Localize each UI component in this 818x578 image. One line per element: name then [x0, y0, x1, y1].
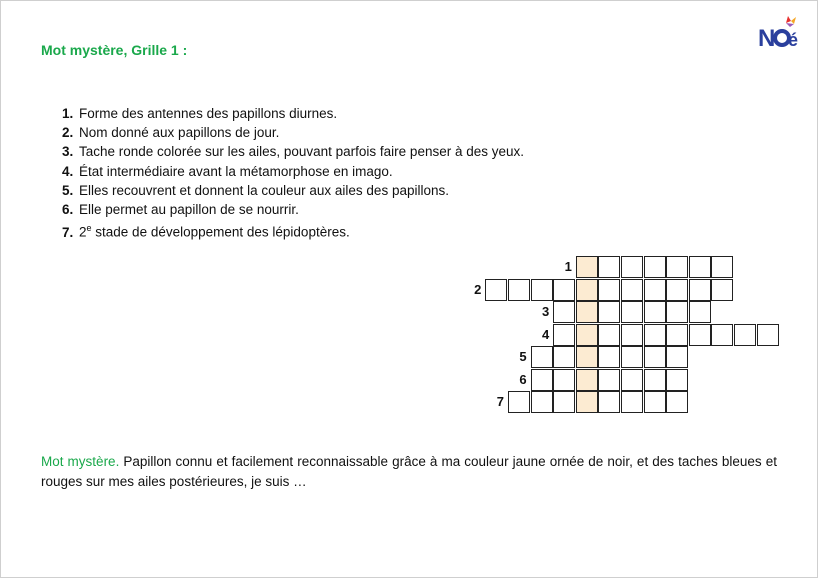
- crossword-cell[interactable]: [644, 279, 666, 301]
- crossword-cell[interactable]: [598, 369, 620, 391]
- crossword-cell[interactable]: [644, 301, 666, 323]
- row-number: 1: [564, 259, 572, 274]
- mystery-cell[interactable]: [576, 391, 598, 413]
- crossword-cell[interactable]: [508, 279, 530, 301]
- svg-text:é: é: [788, 30, 799, 50]
- crossword-cell[interactable]: [621, 346, 643, 368]
- crossword-cell[interactable]: [553, 369, 575, 391]
- page-title: Mot mystère, Grille 1 :: [41, 42, 188, 58]
- row-number: 4: [541, 326, 550, 342]
- mystery-cell[interactable]: [576, 279, 598, 301]
- crossword-cell[interactable]: [666, 301, 688, 323]
- crossword-cell[interactable]: [485, 279, 507, 301]
- crossword-cell[interactable]: [621, 256, 643, 278]
- clue-item: 7. 2e stade de développement des lépidoptères.: [62, 223, 350, 240]
- crossword-cell[interactable]: [621, 324, 643, 346]
- mystery-text: Papillon connu et facilement reconnaissable grâce à ma couleur jaune ornée de noir, et des taches bleues et rouges sur mes ailes postérieures, je suis …: [41, 454, 778, 489]
- mystery-cell[interactable]: [576, 256, 598, 278]
- crossword-cell[interactable]: [689, 324, 711, 346]
- crossword-cell[interactable]: [644, 324, 666, 346]
- crossword-cell[interactable]: [531, 279, 553, 301]
- clue-item: 3. Tache ronde colorée sur les ailes, pouvant parfois faire penser à des yeux.: [62, 144, 525, 160]
- crossword-cell[interactable]: [598, 391, 620, 413]
- clue-list: [62, 104, 524, 242]
- crossword-cell[interactable]: [689, 301, 711, 323]
- crossword-cell[interactable]: [689, 256, 711, 278]
- mystery-question: [41, 452, 777, 492]
- crossword-cell[interactable]: [598, 301, 620, 323]
- crossword-cell[interactable]: [711, 279, 733, 301]
- crossword-cell[interactable]: [666, 391, 688, 413]
- crossword-cell[interactable]: [621, 301, 643, 323]
- crossword-cell[interactable]: [621, 391, 643, 413]
- crossword-cell[interactable]: [644, 391, 666, 413]
- crossword-cell[interactable]: [644, 369, 666, 391]
- row-number: 6: [519, 371, 527, 387]
- noe-logo: [756, 14, 804, 50]
- mystery-label: Mot mystère.: [41, 454, 120, 469]
- crossword-cell[interactable]: [711, 324, 733, 346]
- crossword-cell[interactable]: [689, 279, 711, 301]
- crossword-cell[interactable]: [598, 346, 620, 368]
- crossword-cell[interactable]: [621, 279, 643, 301]
- mystery-cell[interactable]: [576, 346, 598, 368]
- crossword-cell[interactable]: [553, 301, 575, 323]
- row-number: 2: [474, 281, 482, 297]
- clue-item: 2. Nom donné aux papillons de jour.: [62, 125, 280, 141]
- row-number: 7: [496, 394, 504, 409]
- mystery-cell[interactable]: [576, 324, 598, 346]
- clue-item: 6. Elle permet au papillon de se nourrir.: [62, 202, 299, 218]
- crossword-cell[interactable]: [531, 369, 553, 391]
- svg-text:N: N: [758, 25, 775, 50]
- crossword-cell[interactable]: [666, 346, 688, 368]
- crossword-cell[interactable]: [508, 391, 530, 413]
- mystery-cell[interactable]: [576, 301, 598, 323]
- crossword-cell[interactable]: [531, 346, 553, 368]
- mystery-cell[interactable]: [576, 369, 598, 391]
- crossword-cell[interactable]: [598, 279, 620, 301]
- crossword-cell[interactable]: [553, 391, 575, 413]
- crossword-cell[interactable]: [598, 256, 620, 278]
- clue-item: 5. Elles recouvrent et donnent la couleur aux ailes des papillons.: [62, 182, 449, 198]
- crossword-cell[interactable]: [531, 391, 553, 413]
- clue-item: 1. Forme des antennes des papillons diurnes.: [62, 106, 338, 121]
- crossword-cell[interactable]: [757, 324, 779, 346]
- crossword-cell[interactable]: [666, 256, 688, 278]
- crossword-cell[interactable]: [734, 324, 756, 346]
- row-number: 3: [541, 304, 550, 319]
- clue-item: 4. État intermédiaire avant la métamorphose en imago.: [62, 163, 393, 179]
- crossword-cell[interactable]: [644, 256, 666, 278]
- crossword-cell[interactable]: [598, 324, 620, 346]
- crossword-cell[interactable]: [666, 279, 688, 301]
- crossword-cell[interactable]: [666, 324, 688, 346]
- row-number: 5: [519, 349, 527, 364]
- crossword-cell[interactable]: [621, 369, 643, 391]
- crossword-cell[interactable]: [553, 279, 575, 301]
- crossword-cell[interactable]: [553, 324, 575, 346]
- crossword-cell[interactable]: [553, 346, 575, 368]
- crossword-cell[interactable]: [666, 369, 688, 391]
- crossword-cell[interactable]: [711, 256, 733, 278]
- crossword-cell[interactable]: [644, 346, 666, 368]
